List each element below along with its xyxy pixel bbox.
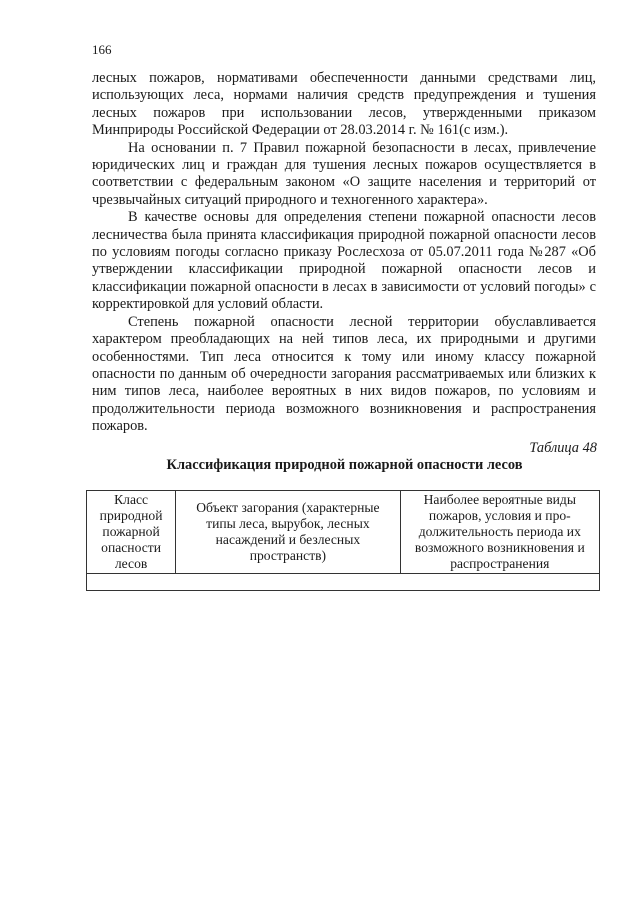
empty-cell bbox=[87, 574, 600, 591]
page-number: 166 bbox=[92, 42, 112, 57]
header-cell-object: Объект загорания (характерные типы леса, вырубок, лесных насаждений и безлесных пространств) bbox=[176, 491, 400, 574]
paragraph: В качестве основы для определения степени пожарной опасности лесов лесничества была принята классификация природной пожарной опасности лесов по условиям погоды согласно приказу Рослесхоза от 05.07.2011 года №287 «Об утверждении классификации природной пожарной опасности лесов и классификации пожарной опасности в лесах в зависимости от условий погоды» с корректировкой для условий области. bbox=[92, 209, 596, 313]
table-row bbox=[87, 574, 600, 591]
table-header-row bbox=[87, 491, 600, 574]
paragraph: На основании п. 7 Правил пожарной безопасности в лесах, привлечение юридических лиц и граждан для тушения лесных пожаров осуществляется в соответствии с федеральным законом «О защите населения и территорий от чрезвычайных ситуаций природного и техногенного характера». bbox=[92, 139, 596, 208]
table-caption: Таблица 48 bbox=[529, 440, 597, 456]
paragraph: лесных пожаров, нормативами обеспеченности данными средствами лиц, использующих леса, нормами наличия средств предупреждения и тушения лесных пожаров при использовании лесов, утвержденными приказом Минприроды Российской Федерации от 28.03.2014 г. № 161(с изм.). bbox=[92, 70, 596, 139]
classification-table bbox=[86, 490, 600, 591]
header-cell-class: Класс природной пожарной опасности лесов bbox=[87, 491, 176, 574]
table-title: Классификация природной пожарной опасности лесов bbox=[166, 457, 523, 473]
paragraph: Степень пожарной опасности лесной территории обуславливается характером преобладающих на ней типов леса, их природными и другими особенностями. Тип леса относится к тому или иному классу пожарной опасности по данным об очередности загорания рассматриваемых или близких к ним типов леса, наиболее вероятных в них видов пожаров, по условиям и продолжительности периода возможного возникновения и распространения пожаров. bbox=[92, 313, 596, 435]
header-cell-fire-types: Наиболее вероятные виды пожаров, условия и про-должительность периода их возможного возникновения и распространения bbox=[400, 491, 599, 574]
body-text bbox=[92, 70, 596, 436]
